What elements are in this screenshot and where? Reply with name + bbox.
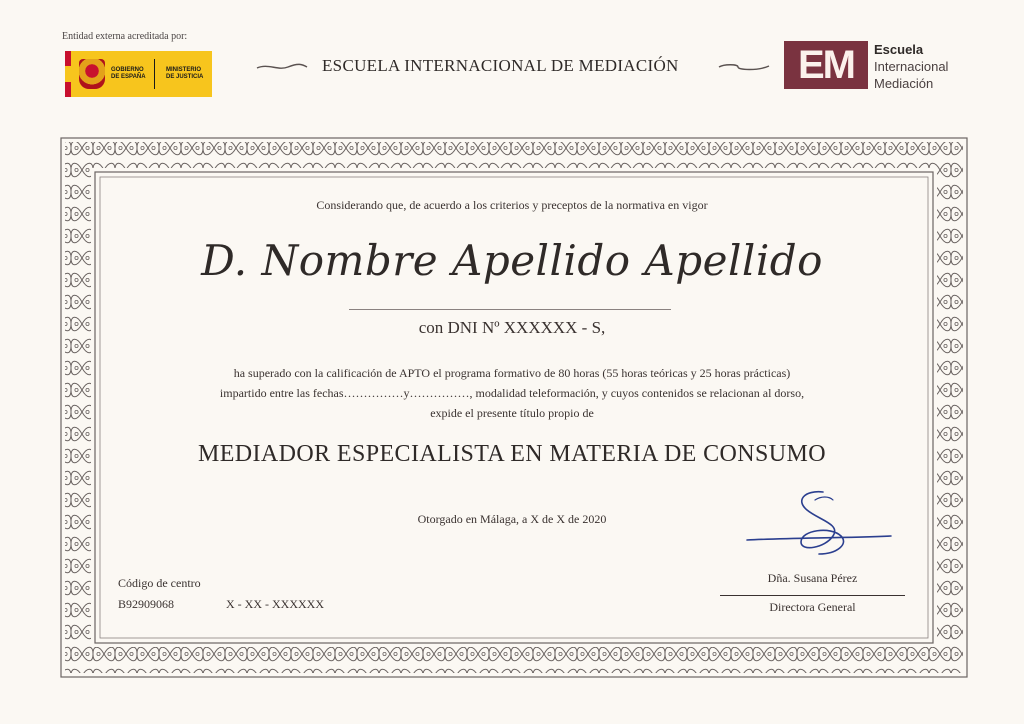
gov-logo-text-left bbox=[111, 67, 149, 81]
gov-logo-text-right bbox=[166, 67, 204, 81]
handwritten-signature bbox=[745, 486, 895, 562]
dni-text: con DNI Nº XXXXXX - S, bbox=[418, 318, 606, 337]
gov-logo-divider bbox=[154, 59, 155, 89]
government-of-spain-logo bbox=[65, 51, 212, 97]
body-line-3: expide el presente título propio de bbox=[430, 406, 594, 420]
body-paragraph bbox=[100, 363, 924, 423]
spain-flag-strip bbox=[65, 51, 71, 97]
flourish-right-icon bbox=[718, 62, 770, 72]
degree-title: MEDIADOR ESPECIALISTA EN MATERIA DE CONSUMO bbox=[198, 441, 826, 467]
em-logo-line1: Escuela bbox=[874, 42, 924, 57]
granted-place-date: Otorgado en Málaga, a X de X de 2020 bbox=[417, 512, 607, 526]
flourish-left-icon bbox=[256, 62, 308, 72]
center-code-label: Código de centro bbox=[118, 576, 201, 590]
em-logo-line2: Internacional bbox=[874, 59, 949, 74]
em-logo-mark: EM bbox=[784, 41, 868, 89]
school-title: ESCUELA INTERNACIONAL DE MEDIACIÓN bbox=[322, 56, 679, 75]
signer-role: Directora General bbox=[769, 600, 856, 614]
em-logo-line3: Mediación bbox=[874, 76, 934, 91]
accreditation-label: Entidad externa acreditada por: bbox=[62, 31, 188, 42]
em-logo-text bbox=[874, 41, 948, 92]
name-underline bbox=[349, 309, 671, 310]
certificate-reference: X - XX - XXXXXX bbox=[226, 597, 324, 611]
gov-logo-line3: MINISTERIO bbox=[166, 67, 202, 73]
body-line-1: ha superado con la calificación de APTO el programa formativo de 80 horas (55 horas teóricas y 25 horas prácticas) bbox=[233, 366, 791, 380]
signature-line bbox=[720, 595, 905, 596]
signer-name: Dña. Susana Pérez bbox=[767, 571, 858, 585]
recipient-name: D. Nombre Apellido Apellido bbox=[201, 236, 823, 285]
gov-logo-line2: DE ESPAÑA bbox=[111, 74, 146, 80]
gov-logo-line1: GOBIERNO bbox=[111, 67, 144, 73]
body-line-2: impartido entre las fechas……………y……………, modalidad teleformación, y cuyos contenidos se relacionan al dorso, bbox=[219, 386, 805, 400]
coat-of-arms-icon bbox=[79, 59, 105, 89]
center-code: B92909068 bbox=[118, 597, 175, 611]
gov-logo-line4: DE JUSTICIA bbox=[166, 74, 204, 80]
intro-text: Considerando que, de acuerdo a los criterios y preceptos de la normativa en vigor bbox=[316, 198, 708, 212]
